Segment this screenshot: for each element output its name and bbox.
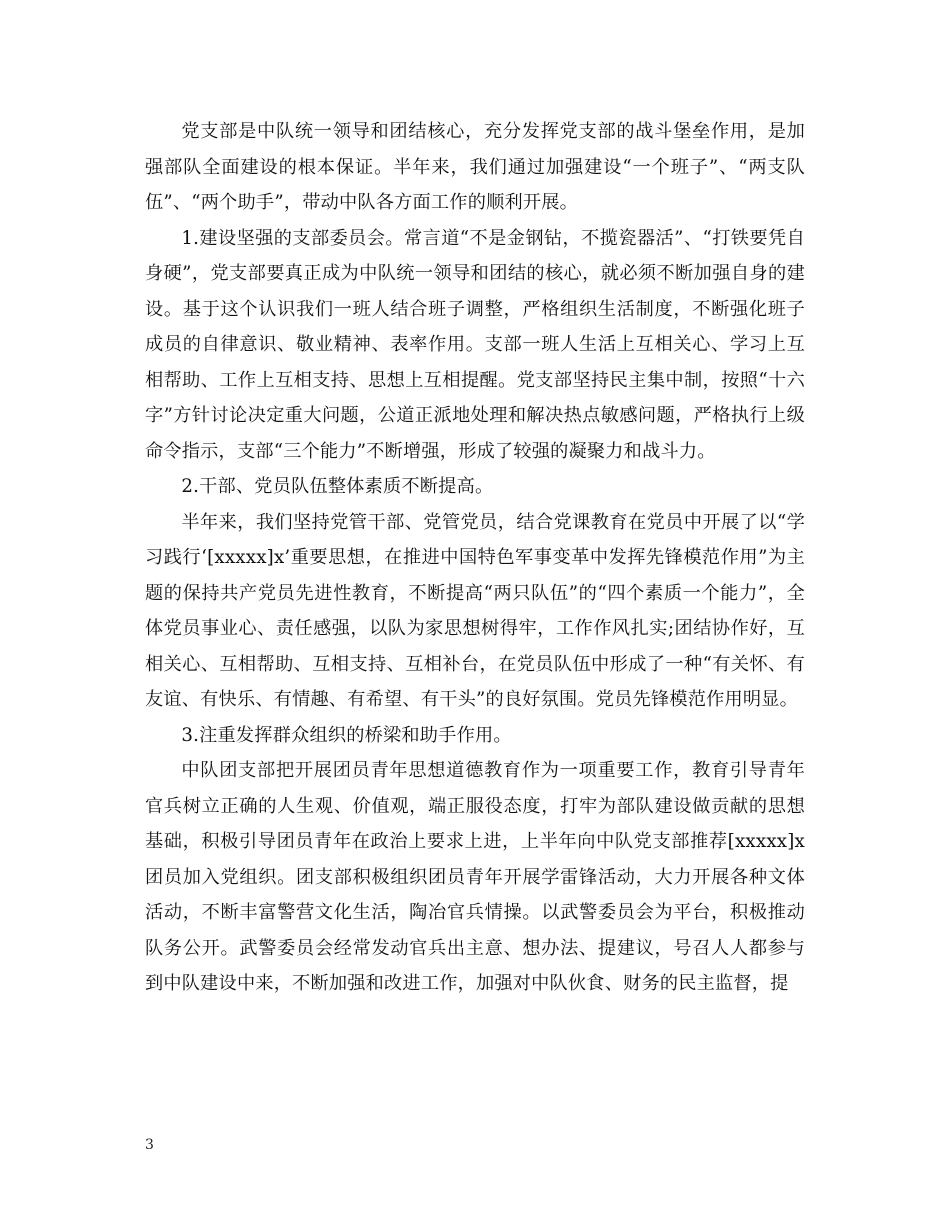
heading-section-3: 3.注重发挥群众组织的桥梁和助手作用。 bbox=[181, 724, 512, 746]
paragraph-section-3: 中队团支部把开展团员青年思想道德教育作为一项重要工作，教育引导青年官兵树立正确的人生观、价值观，端正服役态度，打牢为部队建设做贡献的思想基础，积极引导团员青年在政治上要求上进，上半年向中队党支部推荐[xxxxx]x团员加入党组织。团支部积极组织团员青年开展学雷锋活动，大力开展各种文体活动，不断丰富警营文化生活，陶冶官兵情操。以武警委员会为平台，积极推动队务公开。武警委员会经常发动官兵出主意、想办法、提建议，号召人人都参与到中队建设中来，不断加强和改进工作，加强对中队伙食、财务的民主监督，提 bbox=[145, 760, 805, 994]
heading-section-2: 2.干部、党员队伍整体素质不断提高。 bbox=[181, 476, 494, 497]
document-body bbox=[145, 114, 805, 1002]
paragraph-section-2: 半年来，我们坚持党管干部、党管党员，结合党课教育在党员中开展了以“学习践行‘[xxxxx]x’重要思想，在推进中国特色军事变革中发挥先锋模范作用”为主题的保持共产党员先进性教育，不断提高“两只队伍”的“四个素质一个能力”，全体党员事业心、责任感强，以队为家思想树得牢，工作作风扎实;团结协作好，互相关心、互相帮助、互相支持、互相补台，在党员队伍中形成了一种“有关怀、有友谊、有快乐、有情趣、有希望、有干头”的良好氛围。党员先锋模范作用明显。 bbox=[145, 511, 805, 710]
paragraph-intro: 党支部是中队统一领导和团结核心，充分发挥党支部的战斗堡垒作用，是加强部队全面建设的根本保证。半年来，我们通过加强建设“一个班子”、“两支队伍”、“两个助手”，带动中队各方面工作的顺利开展。 bbox=[145, 121, 805, 213]
page-number: 3 bbox=[145, 1137, 154, 1153]
paragraph-section-1: 1.建设坚强的支部委员会。常言道“不是金钢钻，不揽瓷器活”、“打铁要凭自身硬”，党支部要真正成为中队统一领导和团结的核心，就必须不断加强自身的建设。基于这个认识我们一班人结合班子调整，严格组织生活制度，不断强化班子成员的自律意识、敬业精神、表率作用。支部一班人生活上互相关心、学习上互相帮助、工作上互相支持、思想上互相提醒。党支部坚持民主集中制，按照“十六字”方针讨论决定重大问题，公道正派地处理和解决热点敏感问题，严格执行上级命令指示，支部“三个能力”不断增强，形成了较强的凝聚力和战斗力。 bbox=[145, 227, 805, 462]
